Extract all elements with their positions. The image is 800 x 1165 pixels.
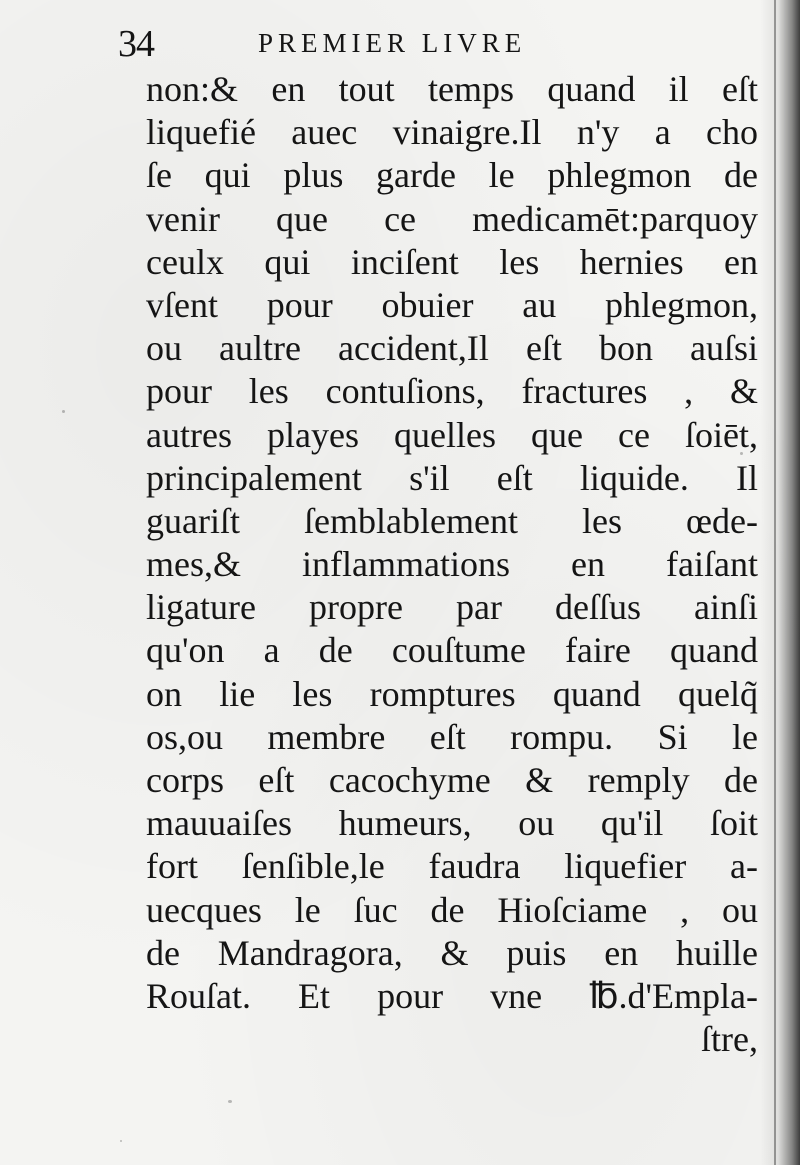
text-line: ſe qui plus garde le phlegmon de — [146, 155, 758, 196]
paper-speck — [228, 1100, 232, 1103]
text-line: venir que ce medicamēt:parquoy — [146, 198, 758, 239]
paper-speck — [120, 1140, 122, 1142]
body-text — [146, 68, 758, 1061]
catchword-line: ſtre, — [701, 1019, 758, 1060]
running-head-title: PREMIER LIVRE — [258, 28, 527, 58]
text-line: ou aultre accident,Il eſt bon auſsi — [146, 328, 758, 369]
text-line: os,ou membre eſt rompu. Si le — [146, 716, 758, 757]
text-line: fort ſenſible,le faudra liquefier a- — [146, 846, 758, 887]
text-line: corps eſt cacochyme & remply de — [146, 760, 758, 800]
text-line: liquefié auec vinaigre.Il n'y a cho — [146, 112, 758, 153]
text-line: vſent pour obuier au phlegmon, — [146, 284, 758, 325]
binding-gutter-edge — [774, 0, 776, 1165]
text-line: non:& en tout temps quand il eſt — [146, 69, 758, 109]
binding-gutter-shadow — [760, 0, 800, 1165]
text-line: ligature propre par deſſus ainſi — [146, 587, 758, 628]
page-number: 34 — [118, 23, 154, 65]
text-line: ceulx qui inciſent les hernies en — [146, 241, 758, 282]
text-line: mes,& inflammations en faiſant — [146, 544, 758, 585]
text-line: de Mandragora, & puis en huille — [146, 932, 758, 973]
text-line: autres playes quelles que ce ſoiēt, — [146, 414, 758, 455]
paper-speck — [62, 410, 65, 413]
running-head — [118, 18, 678, 68]
text-line: on lie les romptures quand quelq̃ — [146, 673, 758, 714]
text-line: mauuaiſes humeurs, ou qu'il ſoit — [146, 803, 758, 844]
text-line: pour les contuſions, fractures , & — [146, 371, 758, 412]
text-line: qu'on a de couſtume faire quand — [146, 630, 758, 671]
text-line: uecques le ſuc de Hioſciame , ou — [146, 889, 758, 930]
text-line: principalement s'il eſt liquide. Il — [146, 457, 758, 498]
text-line: Rouſat. Et pour vne ℔.d'Empla- — [146, 975, 758, 1016]
text-line: guariſt ſemblablement les œde- — [146, 500, 758, 541]
